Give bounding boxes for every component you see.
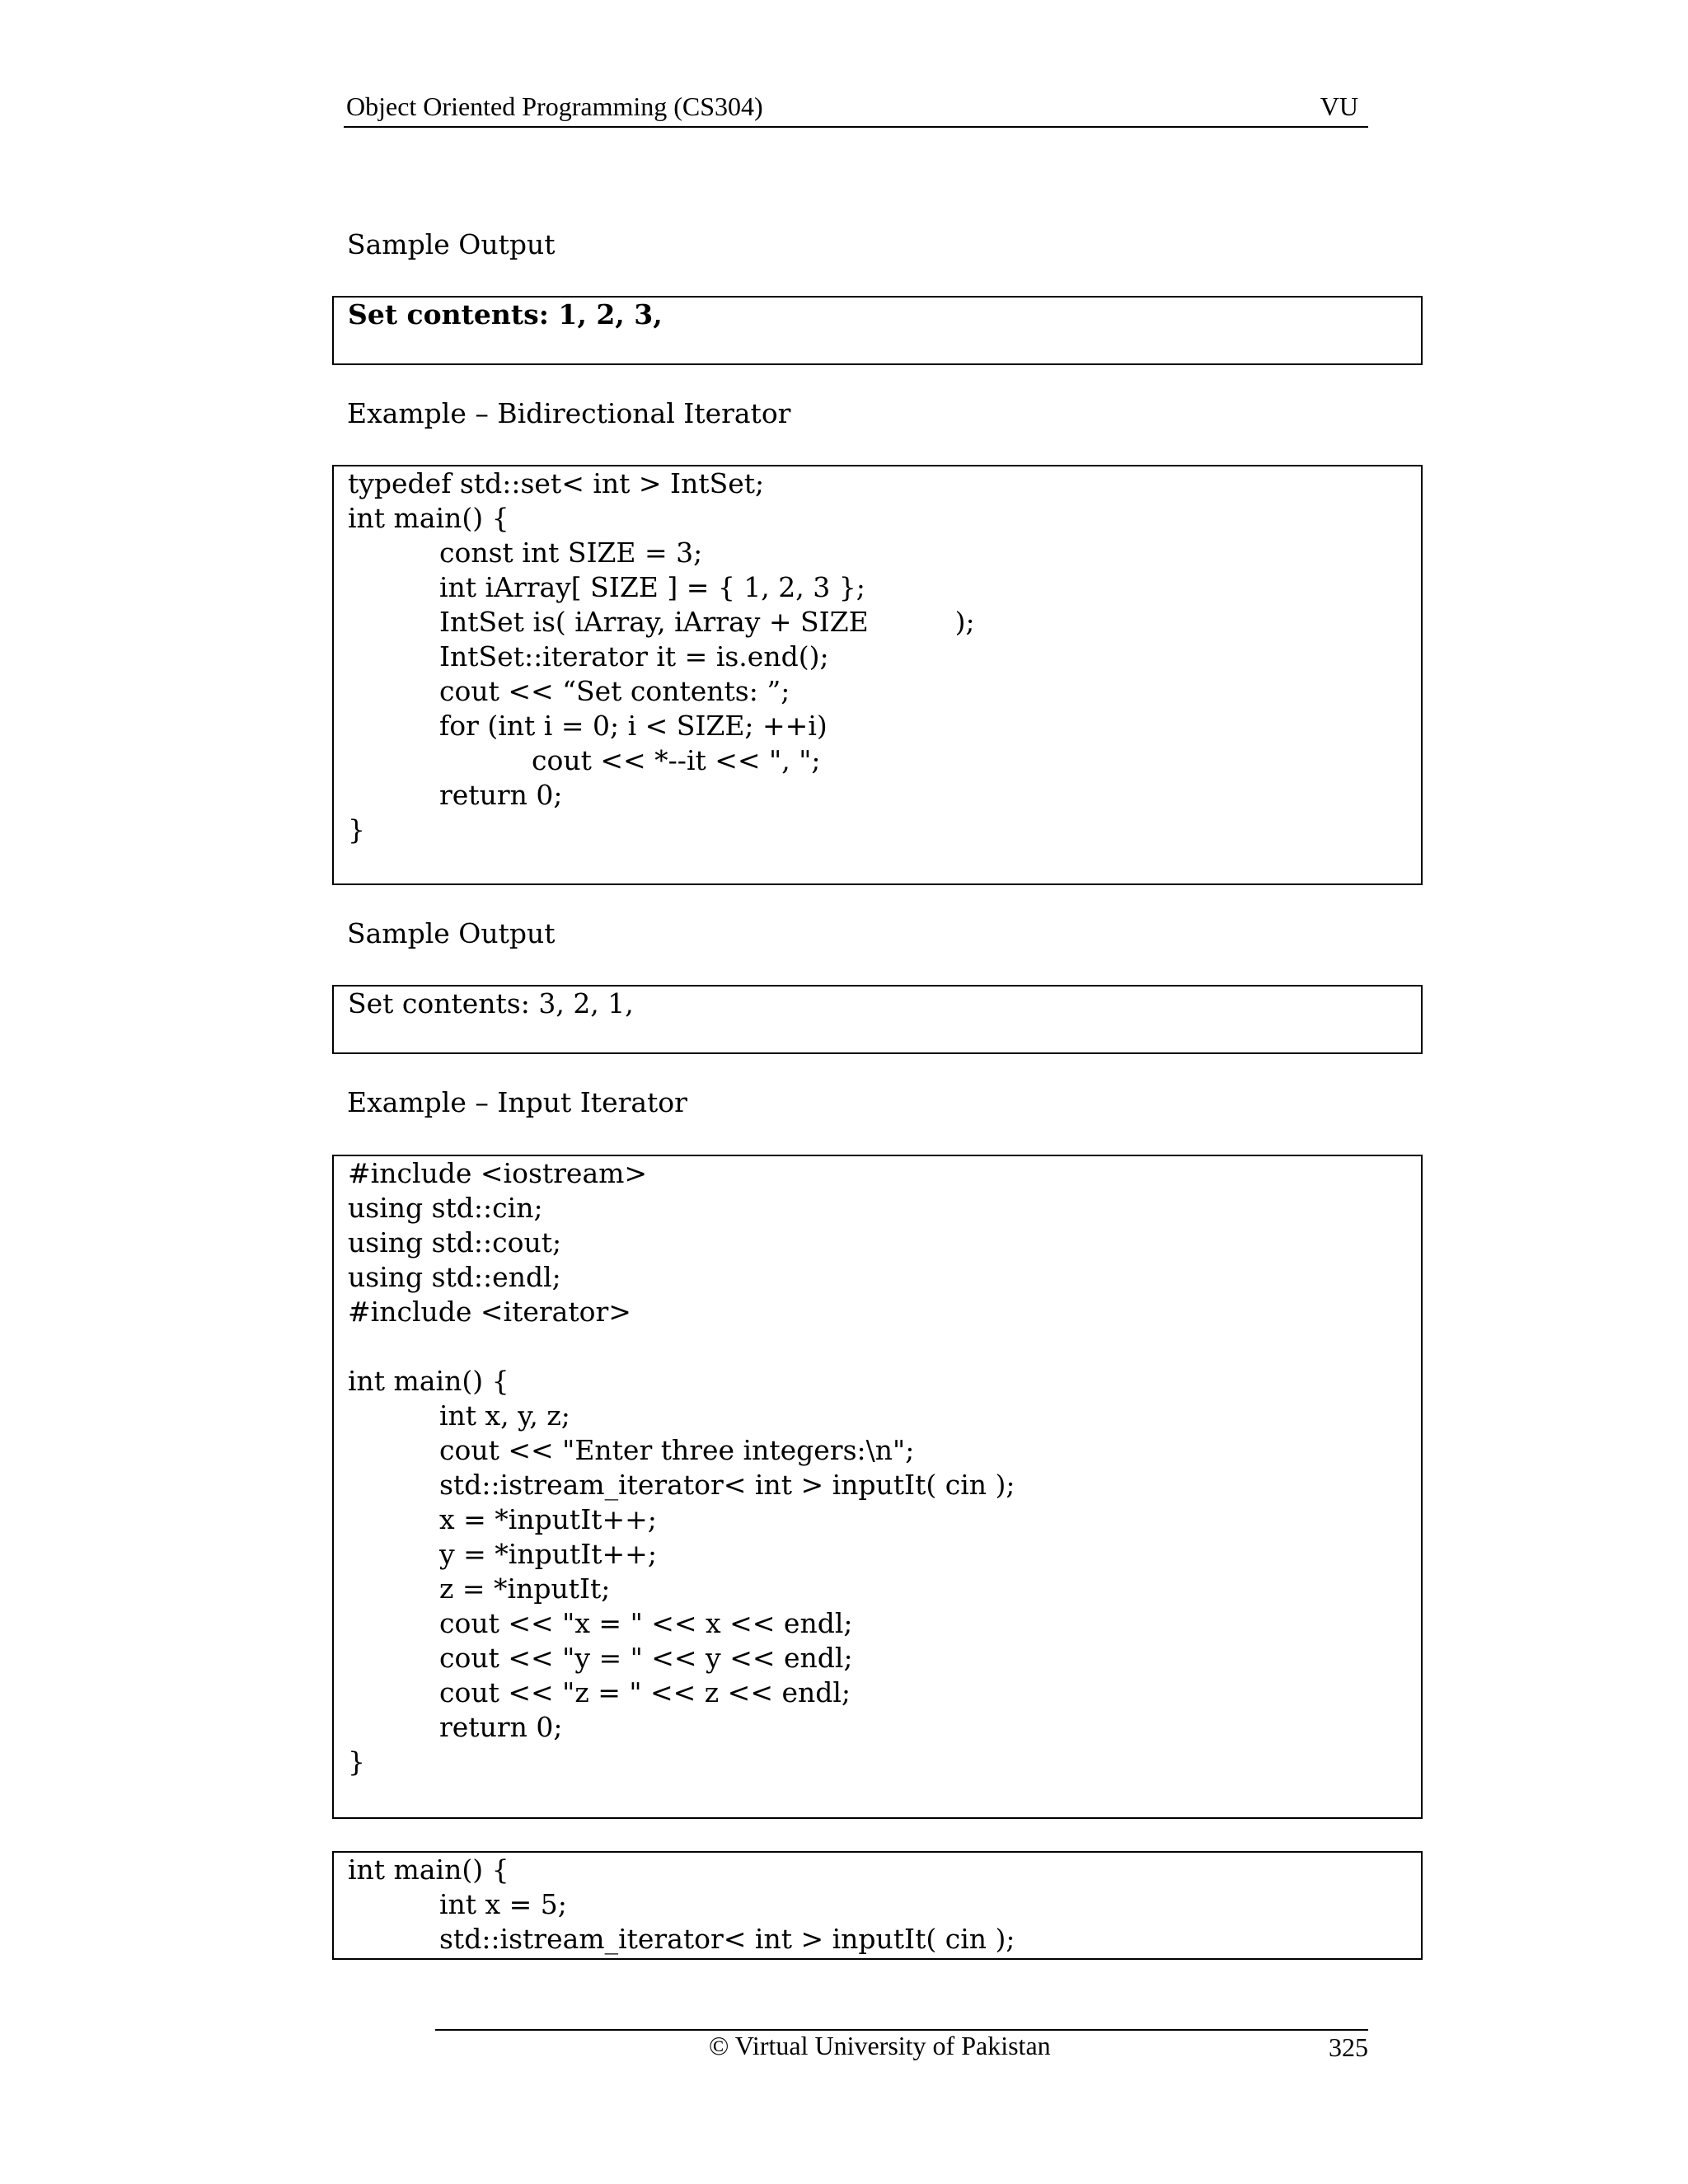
code-line: using std::cin; (348, 1192, 543, 1224)
output-line: Set contents: 3, 2, 1, (348, 987, 634, 1019)
code-line: #include <iterator> (348, 1296, 631, 1328)
code-line: for (int i = 0; i < SIZE; ++i) (439, 710, 828, 742)
example-heading: Example – Bidirectional Iterator (347, 397, 791, 429)
output-box (332, 985, 1423, 1054)
footer-copyright: © Virtual University of Pakistan (709, 2031, 1051, 2060)
code-line: #include <iostream> (348, 1157, 648, 1189)
code-box-input (332, 1155, 1423, 1819)
code-line: cout << "x = " << x << endl; (439, 1607, 853, 1639)
code-line: z = *inputIt; (439, 1572, 611, 1605)
code-line: } (348, 1746, 365, 1778)
code-line: cout << “Set contents: ”; (439, 675, 790, 707)
sample-output-heading: Sample Output (347, 917, 556, 949)
code-line: using std::cout; (348, 1226, 562, 1258)
code-line: typedef std::set< int > IntSet; (348, 467, 765, 499)
example-heading: Example – Input Iterator (347, 1086, 687, 1118)
sample-output-heading: Sample Output (347, 228, 556, 260)
output-box (332, 296, 1423, 365)
code-line: int main() { (348, 502, 509, 534)
code-line: IntSet::iterator it = is.end(); (439, 640, 829, 673)
code-box-bidirectional (332, 465, 1423, 885)
code-line: int main() { (348, 1854, 509, 1886)
page-number: 325 (1329, 2032, 1368, 2062)
code-line: x = *inputIt++; (439, 1503, 657, 1535)
code-line: cout << *--it << ", "; (532, 744, 821, 776)
code-line: int main() { (348, 1365, 509, 1397)
code-line: const int SIZE = 3; (439, 537, 703, 569)
code-line: int x, y, z; (439, 1399, 570, 1432)
code-line: return 0; (439, 1711, 563, 1743)
course-title: Object Oriented Programming (CS304) (346, 91, 763, 121)
code-line: cout << "z = " << z << endl; (439, 1676, 851, 1708)
code-line: IntSet is( iArray, iArray + SIZE ); (439, 606, 975, 638)
code-box-partial (332, 1851, 1423, 1960)
code-line: int x = 5; (439, 1888, 567, 1920)
code-line: cout << "Enter three integers:\n"; (439, 1434, 915, 1466)
code-line: y = *inputIt++; (439, 1538, 657, 1570)
code-line: using std::endl; (348, 1261, 561, 1293)
code-line: cout << "y = " << y << endl; (439, 1642, 853, 1674)
code-line: std::istream_iterator< int > inputIt( cin ); (439, 1923, 1015, 1955)
output-line: Set contents: 1, 2, 3, (348, 298, 663, 330)
code-line: } (348, 813, 365, 846)
code-line: return 0; (439, 779, 563, 811)
page-header (344, 87, 1368, 128)
org-abbrev: VU (1320, 91, 1358, 121)
code-line: int iArray[ SIZE ] = { 1, 2, 3 }; (439, 571, 865, 603)
code-line: std::istream_iterator< int > inputIt( cin ); (439, 1469, 1015, 1501)
